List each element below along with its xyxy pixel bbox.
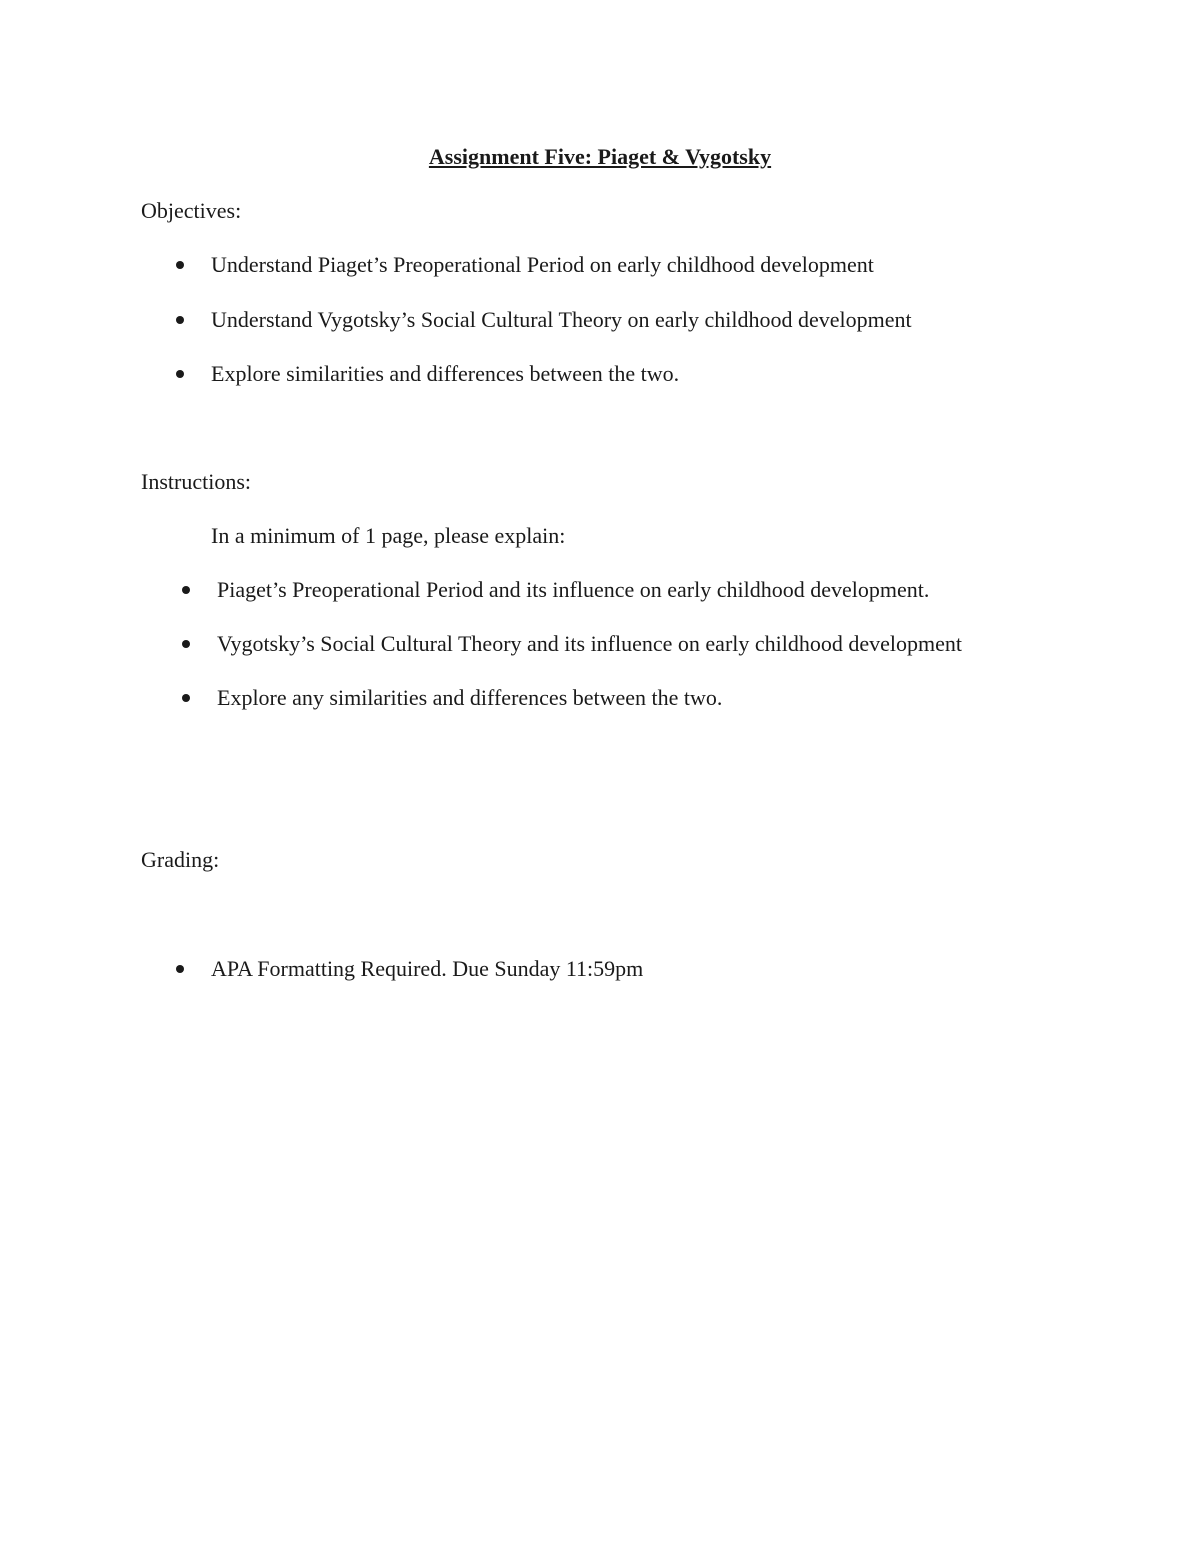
bullet-icon [182, 640, 190, 648]
instruction-item-text: Piaget’s Preoperational Period and its influence on early childhood development. [217, 577, 930, 602]
instruction-item [0, 629, 1200, 659]
grading-item-text: APA Formatting Required. Due Sunday 11:59pm [211, 956, 644, 981]
objectives-heading: Objectives: [141, 198, 242, 223]
objective-item-text: Explore similarities and differences between the two. [211, 361, 680, 386]
instruction-item-text: Vygotsky’s Social Cultural Theory and its influence on early childhood development [217, 631, 963, 656]
objective-item [0, 359, 1200, 389]
bullet-icon [176, 370, 184, 378]
objective-item [0, 305, 1200, 335]
objective-item [0, 250, 1200, 280]
instructions-intro: In a minimum of 1 page, please explain: [211, 523, 566, 548]
instruction-item [0, 683, 1200, 713]
objective-item-text: Understand Vygotsky’s Social Cultural Theory on early childhood development [211, 307, 912, 332]
instruction-item-text: Explore any similarities and differences between the two. [217, 685, 723, 710]
bullet-icon [176, 316, 184, 324]
objective-item-text: Understand Piaget’s Preoperational Period on early childhood development [211, 252, 874, 277]
bullet-icon [182, 586, 190, 594]
instruction-item [0, 575, 1200, 605]
grading-item [0, 954, 1200, 984]
bullet-icon [182, 694, 190, 702]
bullet-icon [176, 261, 184, 269]
grading-heading: Grading: [141, 847, 220, 872]
instructions-heading: Instructions: [141, 469, 251, 494]
document-title: Assignment Five: Piaget & Vygotsky [428, 144, 772, 169]
bullet-icon [176, 965, 184, 973]
